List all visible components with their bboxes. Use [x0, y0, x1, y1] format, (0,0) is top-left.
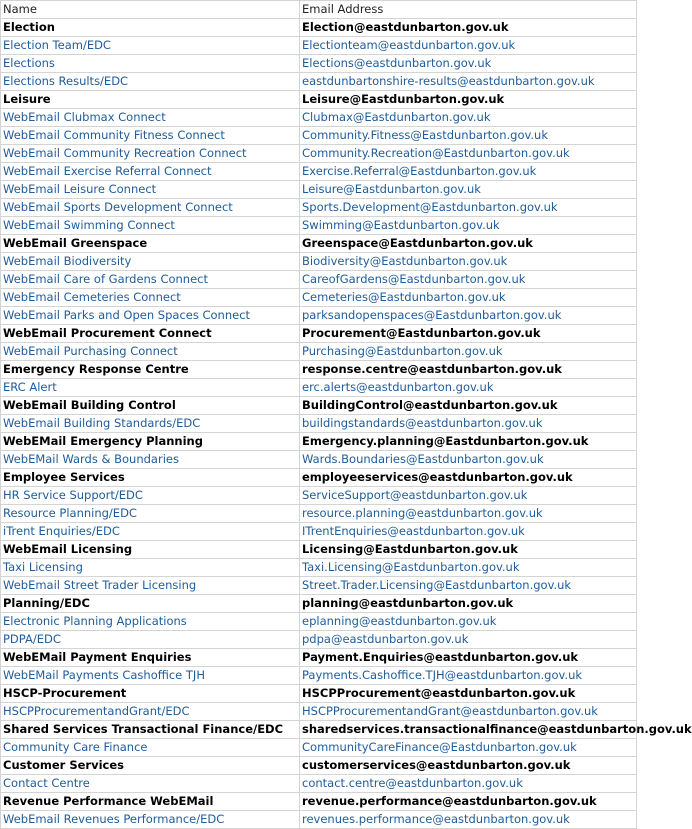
table-row	[1, 235, 637, 253]
table-row	[1, 505, 637, 523]
email-cell: CareofGardens@Eastdunbarton.gov.uk	[300, 271, 637, 289]
table-row	[1, 127, 637, 145]
name-cell: Emergency Response Centre	[1, 361, 300, 379]
table-row	[1, 703, 637, 721]
table-row	[1, 433, 637, 451]
email-cell: revenues.performance@eastdunbarton.gov.uk	[300, 811, 637, 829]
email-cell: contact.centre@eastdunbarton.gov.uk	[300, 775, 637, 793]
name-cell: WebEMail Wards & Boundaries	[1, 451, 300, 469]
email-cell: resource.planning@eastdunbarton.gov.uk	[300, 505, 637, 523]
name-column-header: Name	[1, 1, 300, 19]
table-row	[1, 271, 637, 289]
email-cell: Leisure@Eastdunbarton.gov.uk	[300, 91, 637, 109]
email-cell: HSCPProcurement@eastdunbarton.gov.uk	[300, 685, 637, 703]
table-row	[1, 397, 637, 415]
table-row	[1, 217, 637, 235]
email-cell: Payment.Enquiries@eastdunbarton.gov.uk	[300, 649, 637, 667]
email-cell: ServiceSupport@eastdunbarton.gov.uk	[300, 487, 637, 505]
name-cell: WebEmail Swimming Connect	[1, 217, 300, 235]
table-row	[1, 415, 637, 433]
table-row	[1, 613, 637, 631]
email-cell: Community.Fitness@Eastdunbarton.gov.uk	[300, 127, 637, 145]
table-row	[1, 793, 637, 811]
table-row	[1, 73, 637, 91]
email-cell: erc.alerts@eastdunbarton.gov.uk	[300, 379, 637, 397]
name-cell: Employee Services	[1, 469, 300, 487]
email-cell: customerservices@eastdunbarton.gov.uk	[300, 757, 637, 775]
email-cell: Biodiversity@Eastdunbarton.gov.uk	[300, 253, 637, 271]
email-column-header: Email Address	[300, 1, 637, 19]
name-cell: Shared Services Transactional Finance/EDC	[1, 721, 300, 739]
name-cell: HR Service Support/EDC	[1, 487, 300, 505]
name-cell: WebEmail Exercise Referral Connect	[1, 163, 300, 181]
email-cell: BuildingControl@eastdunbarton.gov.uk	[300, 397, 637, 415]
table-row	[1, 343, 637, 361]
table-row	[1, 145, 637, 163]
table-row	[1, 109, 637, 127]
table-row	[1, 37, 637, 55]
table-row	[1, 289, 637, 307]
email-cell: Swimming@Eastdunbarton.gov.uk	[300, 217, 637, 235]
name-cell: WebEmail Purchasing Connect	[1, 343, 300, 361]
table-row	[1, 649, 637, 667]
name-cell: WebEmail Greenspace	[1, 235, 300, 253]
name-cell: WebEmail Street Trader Licensing	[1, 577, 300, 595]
email-cell: parksandopenspaces@Eastdunbarton.gov.uk	[300, 307, 637, 325]
name-cell: WebEmail Licensing	[1, 541, 300, 559]
email-cell: HSCPProcurementandGrant@eastdunbarton.gov.uk	[300, 703, 637, 721]
email-cell: Clubmax@Eastdunbarton.gov.uk	[300, 109, 637, 127]
name-cell: Contact Centre	[1, 775, 300, 793]
table-row	[1, 469, 637, 487]
table-row	[1, 361, 637, 379]
table-row	[1, 55, 637, 73]
name-cell: WebEmail Building Control	[1, 397, 300, 415]
name-cell: Elections	[1, 55, 300, 73]
email-cell: ITrentEnquiries@eastdunbarton.gov.uk	[300, 523, 637, 541]
table-row	[1, 739, 637, 757]
name-cell: HSCP-Procurement	[1, 685, 300, 703]
email-cell: revenue.performance@eastdunbarton.gov.uk	[300, 793, 637, 811]
email-cell: Sports.Development@Eastdunbarton.gov.uk	[300, 199, 637, 217]
table-row	[1, 667, 637, 685]
email-cell: response.centre@eastdunbarton.gov.uk	[300, 361, 637, 379]
name-cell: WebEmail Sports Development Connect	[1, 199, 300, 217]
table-row	[1, 685, 637, 703]
email-cell: Cemeteries@Eastdunbarton.gov.uk	[300, 289, 637, 307]
table-row	[1, 19, 637, 37]
table-row	[1, 487, 637, 505]
email-cell: eastdunbartonshire-results@eastdunbarton.gov.uk	[300, 73, 637, 91]
name-cell: WebEmail Community Recreation Connect	[1, 145, 300, 163]
table-row	[1, 631, 637, 649]
name-cell: Customer Services	[1, 757, 300, 775]
table-row	[1, 379, 637, 397]
name-cell: WebEMail Payment Enquiries	[1, 649, 300, 667]
table-row	[1, 451, 637, 469]
name-cell: WebEmail Revenues Performance/EDC	[1, 811, 300, 829]
name-cell: WebEmail Leisure Connect	[1, 181, 300, 199]
email-cell: Wards.Boundaries@Eastdunbarton.gov.uk	[300, 451, 637, 469]
email-cell: Election@eastdunbarton.gov.uk	[300, 19, 637, 37]
table-row	[1, 721, 637, 739]
email-cell: buildingstandards@eastdunbarton.gov.uk	[300, 415, 637, 433]
table-row	[1, 541, 637, 559]
table-row	[1, 523, 637, 541]
email-cell: Licensing@Eastdunbarton.gov.uk	[300, 541, 637, 559]
name-cell: ERC Alert	[1, 379, 300, 397]
table-row	[1, 577, 637, 595]
email-cell: Exercise.Referral@Eastdunbarton.gov.uk	[300, 163, 637, 181]
name-cell: WebEMail Payments Cashoffice TJH	[1, 667, 300, 685]
table-row	[1, 325, 637, 343]
email-cell: Elections@eastdunbarton.gov.uk	[300, 55, 637, 73]
name-cell: WebEmail Community Fitness Connect	[1, 127, 300, 145]
name-cell: iTrent Enquiries/EDC	[1, 523, 300, 541]
name-cell: Revenue Performance WebEMail	[1, 793, 300, 811]
name-cell: WebEmail Building Standards/EDC	[1, 415, 300, 433]
email-cell: Leisure@Eastdunbarton.gov.uk	[300, 181, 637, 199]
name-cell: Community Care Finance	[1, 739, 300, 757]
name-cell: PDPA/EDC	[1, 631, 300, 649]
name-cell: Election Team/EDC	[1, 37, 300, 55]
email-cell: Taxi.Licensing@Eastdunbarton.gov.uk	[300, 559, 637, 577]
table-row	[1, 811, 637, 829]
name-cell: Elections Results/EDC	[1, 73, 300, 91]
name-cell: WebEmail Procurement Connect	[1, 325, 300, 343]
name-cell: HSCPProcurementandGrant/EDC	[1, 703, 300, 721]
email-cell: Purchasing@Eastdunbarton.gov.uk	[300, 343, 637, 361]
name-cell: Electronic Planning Applications	[1, 613, 300, 631]
name-cell: WebEMail Emergency Planning	[1, 433, 300, 451]
email-cell: Street.Trader.Licensing@Eastdunbarton.gov.uk	[300, 577, 637, 595]
name-cell: Resource Planning/EDC	[1, 505, 300, 523]
email-cell: Electionteam@eastdunbarton.gov.uk	[300, 37, 637, 55]
email-cell: planning@eastdunbarton.gov.uk	[300, 595, 637, 613]
email-cell: Emergency.planning@Eastdunbarton.gov.uk	[300, 433, 637, 451]
email-cell: Community.Recreation@Eastdunbarton.gov.uk	[300, 145, 637, 163]
table-row	[1, 199, 637, 217]
table-row	[1, 757, 637, 775]
table-row	[1, 253, 637, 271]
name-cell: Planning/EDC	[1, 595, 300, 613]
table-row	[1, 559, 637, 577]
email-cell: eplanning@eastdunbarton.gov.uk	[300, 613, 637, 631]
name-cell: Taxi Licensing	[1, 559, 300, 577]
email-cell: CommunityCareFinance@Eastdunbarton.gov.uk	[300, 739, 637, 757]
table-row	[1, 595, 637, 613]
name-cell: WebEmail Care of Gardens Connect	[1, 271, 300, 289]
name-cell: WebEmail Parks and Open Spaces Connect	[1, 307, 300, 325]
table-row	[1, 307, 637, 325]
email-cell: Payments.Cashoffice.TJH@eastdunbarton.gov.uk	[300, 667, 637, 685]
email-cell: Procurement@Eastdunbarton.gov.uk	[300, 325, 637, 343]
email-cell: pdpa@eastdunbarton.gov.uk	[300, 631, 637, 649]
header-row	[1, 1, 637, 19]
table-row	[1, 181, 637, 199]
table-row	[1, 775, 637, 793]
name-cell: WebEmail Clubmax Connect	[1, 109, 300, 127]
table-row	[1, 163, 637, 181]
name-cell: WebEmail Cemeteries Connect	[1, 289, 300, 307]
email-cell: employeeservices@eastdunbarton.gov.uk	[300, 469, 637, 487]
name-cell: Leisure	[1, 91, 300, 109]
email-cell: Greenspace@Eastdunbarton.gov.uk	[300, 235, 637, 253]
name-cell: WebEmail Biodiversity	[1, 253, 300, 271]
name-cell: Election	[1, 19, 300, 37]
email-cell: sharedservices.transactionalfinance@eastdunbarton.gov.uk	[300, 721, 637, 739]
table-row	[1, 91, 637, 109]
